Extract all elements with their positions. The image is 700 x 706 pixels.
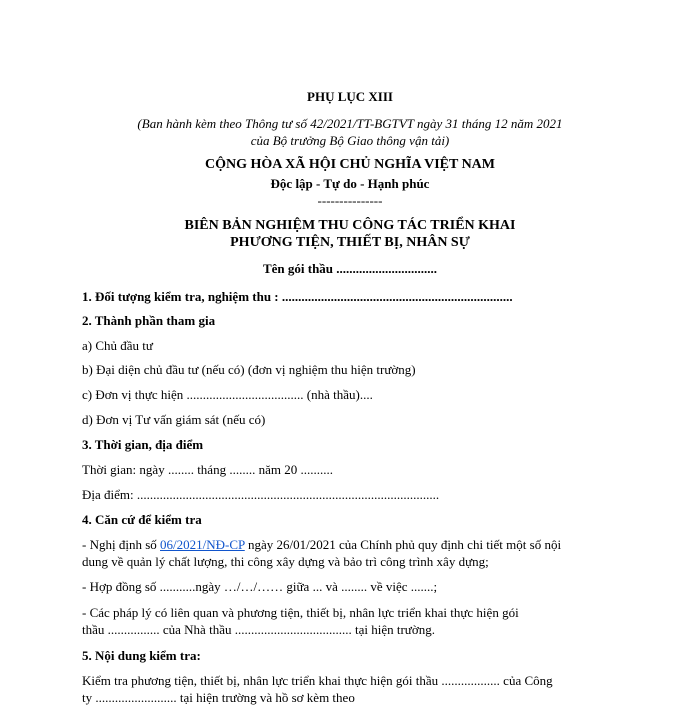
- inspection-content-line2: ty ......................... tại hiện trường và hồ sơ kèm theo: [82, 690, 355, 705]
- issued-note-line1: (Ban hành kèm theo Thông tư số 42/2021/TT-BGTVT ngày 31 tháng 12 năm 2021: [137, 116, 563, 131]
- document-title-line1: BIÊN BẢN NGHIỆM THU CÔNG TÁC TRIỂN KHAI: [184, 218, 516, 233]
- header-divider: ---------------: [317, 193, 383, 208]
- section-2-heading: 2. Thành phần tham gia: [82, 313, 216, 328]
- legal-reference-line1: - Các pháp lý có liên quan và phương tiện, thiết bị, nhân lực triển khai thực hiện gói: [82, 605, 519, 620]
- participant-contractor: c) Đơn vị thực hiện .................................... (nhà thầu)....: [82, 387, 373, 402]
- document-title-line2: PHƯƠNG TIỆN, THIẾT BỊ, NHÂN SỰ: [230, 235, 470, 250]
- decree-suffix: ngày 26/01/2021 của Chính phủ quy định chi tiết một số nội: [244, 537, 562, 552]
- contract-reference: - Hợp đồng số ...........ngày …/…/…… giữa ... và ........ về việc .......;: [82, 579, 438, 594]
- issued-note-line2: của Bộ trưởng Bộ Giao thông vận tải): [250, 133, 450, 148]
- participant-representative: b) Đại diện chủ đầu tư (nếu có) (đơn vị nghiệm thu hiện trường): [82, 362, 416, 377]
- appendix-title: PHỤ LỤC XIII: [307, 89, 393, 104]
- time-field: Thời gian: ngày ........ tháng ........ năm 20 ..........: [82, 462, 333, 477]
- national-motto: Độc lập - Tự do - Hạnh phúc: [270, 176, 430, 191]
- decree-reference-line1: [82, 537, 561, 553]
- participant-investor: a) Chủ đầu tư: [82, 338, 153, 353]
- legal-reference-line2: thầu ................ của Nhà thầu .................................... tại hiện trường.: [82, 622, 435, 637]
- inspection-content-line1: Kiểm tra phương tiện, thiết bị, nhân lực triển khai thực hiện gói thầu .................. của Công: [82, 673, 553, 688]
- decree-prefix: - Nghị định số: [82, 537, 160, 552]
- country-name: CỘNG HÒA XÃ HỘI CHỦ NGHĨA VIỆT NAM: [204, 157, 495, 172]
- section-5-heading: 5. Nội dung kiểm tra:: [82, 648, 201, 663]
- participant-supervisor: d) Đơn vị Tư vấn giám sát (nếu có): [82, 412, 266, 427]
- decree-reference-line2: dung về quản lý chất lượng, thi công xây dựng và bảo trì công trình xây dựng;: [82, 554, 489, 569]
- place-field: Địa điểm: .............................................................................................: [82, 487, 440, 502]
- section-3-heading: 3. Thời gian, địa điểm: [82, 437, 204, 452]
- package-name: Tên gói thầu ...............................: [262, 261, 438, 276]
- section-1-heading: 1. Đối tượng kiểm tra, nghiệm thu : .......................................................................: [82, 289, 513, 304]
- decree-link[interactable]: 06/2021/NĐ-CP: [160, 537, 245, 552]
- section-4-heading: 4. Căn cứ để kiểm tra: [82, 512, 202, 527]
